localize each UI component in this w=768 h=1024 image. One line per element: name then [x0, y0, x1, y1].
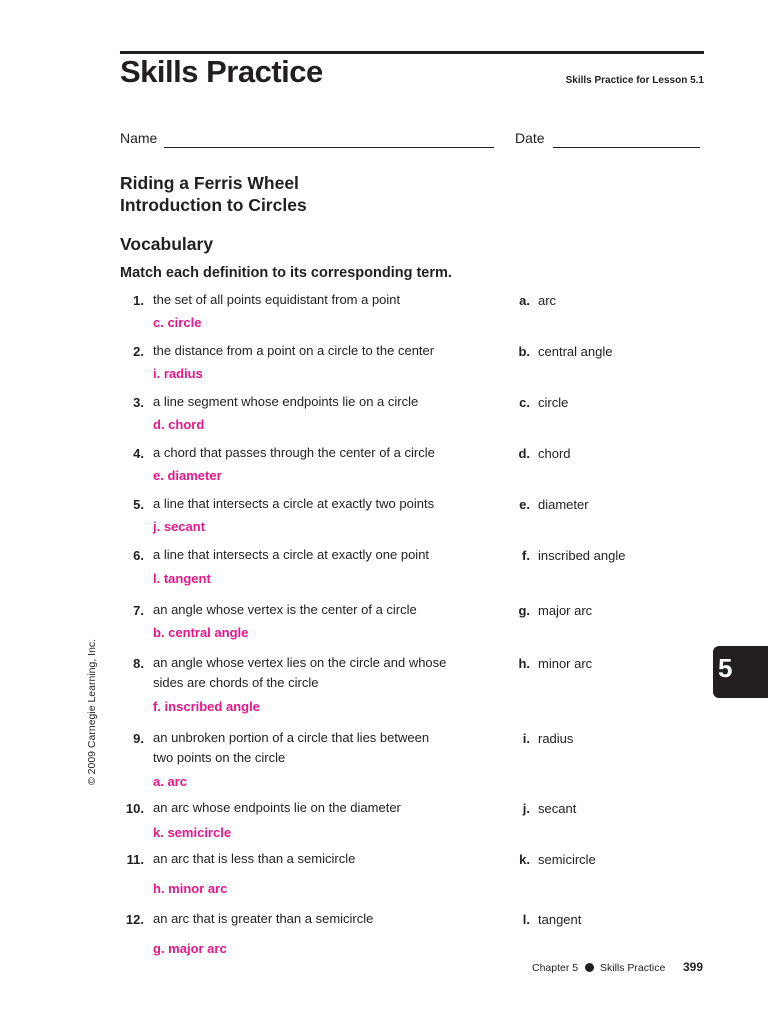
term-letter: h. — [518, 656, 530, 671]
term-letter: d. — [518, 446, 530, 461]
item-number: 12. — [125, 912, 144, 927]
definition — [153, 849, 473, 869]
definition — [153, 443, 473, 463]
copyright: © 2009 Carnegie Learning, Inc. — [86, 638, 98, 785]
term-letter: b. — [518, 344, 530, 359]
item-number: 10. — [125, 801, 144, 816]
term-letter: e. — [519, 497, 530, 512]
definition-line: an angle whose vertex lies on the circle and whose — [153, 655, 447, 670]
item-number: 2. — [133, 344, 144, 359]
answer: h. minor arc — [153, 881, 228, 896]
answer: k. semicircle — [153, 825, 232, 840]
definition — [153, 341, 473, 361]
term-letter: a. — [519, 293, 530, 308]
footer-section: Skills Practice — [600, 962, 666, 974]
answer: b. central angle — [153, 625, 249, 640]
page-title: Skills Practice — [120, 54, 323, 89]
term: arc — [538, 293, 557, 308]
answer: g. major arc — [153, 941, 227, 956]
term: radius — [538, 731, 574, 746]
definition — [153, 290, 473, 310]
definition-line: an arc that is less than a semicircle — [153, 851, 356, 866]
definition — [153, 494, 473, 514]
definition — [153, 653, 473, 693]
lesson-reference: Skills Practice for Lesson 5.1 — [565, 75, 704, 86]
term-letter: f. — [522, 548, 530, 563]
definition-line: sides are chords of the circle — [153, 675, 319, 690]
term: semicircle — [538, 852, 596, 867]
item-number: 9. — [133, 731, 144, 746]
term: major arc — [538, 603, 593, 618]
term: central angle — [538, 344, 613, 359]
answer: i. radius — [153, 366, 203, 381]
definition-line: an arc that is greater than a semicircle — [153, 911, 374, 926]
chapter-tab-number: 5 — [718, 653, 733, 683]
answer: l. tangent — [153, 571, 211, 586]
term: inscribed angle — [538, 548, 626, 563]
definition — [153, 545, 473, 565]
item-number: 7. — [133, 603, 144, 618]
answer: j. secant — [153, 519, 206, 534]
answer: f. inscribed angle — [153, 699, 260, 714]
item-number: 5. — [133, 497, 144, 512]
definition — [153, 600, 473, 620]
definition-line: an arc whose endpoints lie on the diameter — [153, 800, 401, 815]
name-label: Name — [120, 130, 158, 146]
term-letter: c. — [519, 395, 530, 410]
term: minor arc — [538, 656, 593, 671]
term-letter: j. — [522, 801, 530, 816]
term: diameter — [538, 497, 589, 512]
definition — [153, 798, 473, 818]
item-number: 8. — [133, 656, 144, 671]
definition-line: two points on the circle — [153, 750, 286, 765]
date-field[interactable] — [553, 147, 700, 148]
instruction: Match each definition to its corresponding term. — [120, 265, 452, 281]
bullet-icon — [585, 963, 594, 972]
term: tangent — [538, 912, 582, 927]
answer: a. arc — [153, 774, 187, 789]
definition-line: a line that intersects a circle at exactly two points — [153, 496, 435, 511]
definition — [153, 909, 473, 929]
item-number: 4. — [133, 446, 144, 461]
definition-line: a line segment whose endpoints lie on a circle — [153, 394, 419, 409]
term-letter: i. — [522, 731, 530, 746]
definition — [153, 392, 473, 412]
definition-line: an unbroken portion of a circle that lies between — [153, 730, 430, 745]
definition — [153, 728, 473, 768]
term: circle — [538, 395, 569, 410]
answer: e. diameter — [153, 468, 222, 483]
term: chord — [538, 446, 571, 461]
definition-line: the set of all points equidistant from a point — [153, 292, 401, 307]
term-letter: l. — [522, 912, 530, 927]
item-number: 1. — [133, 293, 144, 308]
lesson-title: Riding a Ferris Wheel — [120, 173, 299, 193]
term-letter: g. — [518, 603, 530, 618]
answer: d. chord — [153, 417, 205, 432]
definition-line: a chord that passes through the center of a circle — [153, 445, 435, 460]
item-number: 11. — [126, 852, 144, 867]
term: secant — [538, 801, 577, 816]
section-heading: Vocabulary — [120, 234, 214, 254]
lesson-subtitle: Introduction to Circles — [120, 195, 307, 215]
item-number: 3. — [133, 395, 144, 410]
item-number: 6. — [133, 548, 144, 563]
answer: c. circle — [153, 315, 202, 330]
definition-line: the distance from a point on a circle to the center — [153, 343, 435, 358]
definition-line: an angle whose vertex is the center of a circle — [153, 602, 417, 617]
definition-line: a line that intersects a circle at exactly one point — [153, 547, 430, 562]
footer-chapter: Chapter 5 — [532, 962, 579, 974]
page-number: 399 — [683, 960, 704, 974]
name-field[interactable] — [164, 147, 494, 148]
date-label: Date — [515, 130, 545, 146]
term-letter: k. — [519, 852, 530, 867]
